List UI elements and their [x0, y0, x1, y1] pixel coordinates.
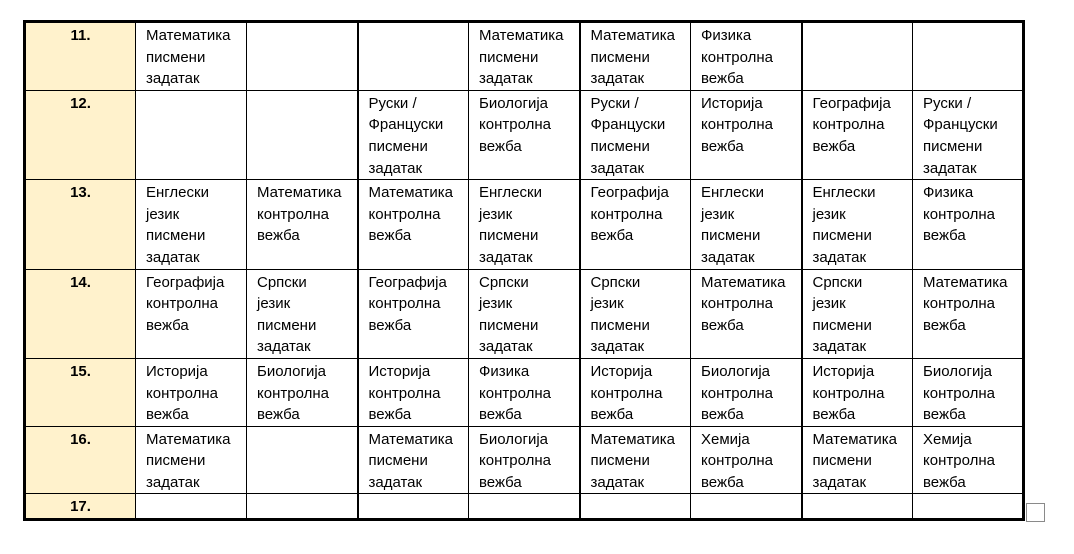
- row-number-cell[interactable]: 16.: [25, 426, 136, 494]
- table-cell[interactable]: [580, 494, 691, 520]
- table-cell[interactable]: Српски језик писмени задатак: [469, 269, 580, 358]
- table-cell[interactable]: [247, 22, 358, 91]
- table-cell[interactable]: Биологија контролна вежба: [691, 358, 802, 426]
- table-cell[interactable]: [469, 494, 580, 520]
- table-cell[interactable]: Математика писмени задатак: [358, 426, 469, 494]
- table-cell[interactable]: Математика писмени задатак: [802, 426, 913, 494]
- table-row: [25, 269, 1024, 358]
- table-cell[interactable]: Математика писмени задатак: [580, 22, 691, 91]
- table-cell[interactable]: Историја контролна вежба: [580, 358, 691, 426]
- table-cell[interactable]: Географија контролна вежба: [802, 90, 913, 179]
- table-cell[interactable]: Историја контролна вежба: [691, 90, 802, 179]
- table-cell[interactable]: Биологија контролна вежба: [469, 90, 580, 179]
- table-cell[interactable]: Географија контролна вежба: [358, 269, 469, 358]
- table-cell[interactable]: Енглески језик писмени задатак: [469, 180, 580, 269]
- table-cell[interactable]: Биологија контролна вежба: [247, 358, 358, 426]
- table-cell[interactable]: Математика писмени задатак: [136, 426, 247, 494]
- table-row: [25, 180, 1024, 269]
- table-row: [25, 494, 1024, 520]
- table-cell[interactable]: Математика писмени задатак: [136, 22, 247, 91]
- table-cell[interactable]: Енглески језик писмени задатак: [136, 180, 247, 269]
- table-cell[interactable]: [802, 22, 913, 91]
- table-cell[interactable]: Хемија контролна вежба: [913, 426, 1024, 494]
- table-cell[interactable]: [913, 494, 1024, 520]
- table-cell[interactable]: [136, 90, 247, 179]
- row-number-cell[interactable]: 17.: [25, 494, 136, 520]
- table-row: [25, 358, 1024, 426]
- table-cell[interactable]: [913, 22, 1024, 91]
- row-number-cell[interactable]: 15.: [25, 358, 136, 426]
- table-cell[interactable]: Историја контролна вежба: [358, 358, 469, 426]
- table-cell[interactable]: [247, 494, 358, 520]
- schedule-body: [25, 22, 1024, 520]
- table-cell[interactable]: Енглески језик писмени задатак: [802, 180, 913, 269]
- table-cell[interactable]: Географија контролна вежба: [136, 269, 247, 358]
- table-cell[interactable]: Математика контролна вежба: [247, 180, 358, 269]
- table-cell[interactable]: Хемија контролна вежба: [691, 426, 802, 494]
- table-cell[interactable]: [358, 22, 469, 91]
- table-cell[interactable]: Математика писмени задатак: [580, 426, 691, 494]
- table-cell[interactable]: Енглески језик писмени задатак: [691, 180, 802, 269]
- table-cell[interactable]: Математика писмени задатак: [469, 22, 580, 91]
- row-number-cell[interactable]: 14.: [25, 269, 136, 358]
- table-cell[interactable]: Физика контролна вежба: [691, 22, 802, 91]
- table-cell[interactable]: Физика контролна вежба: [469, 358, 580, 426]
- table-cell[interactable]: Математика контролна вежба: [358, 180, 469, 269]
- table-cell[interactable]: Историја контролна вежба: [802, 358, 913, 426]
- row-number-cell[interactable]: 12.: [25, 90, 136, 179]
- table-resize-handle[interactable]: [1026, 503, 1045, 522]
- table-cell[interactable]: [247, 90, 358, 179]
- table-cell[interactable]: Руски / Француски писмени задатак: [913, 90, 1024, 179]
- table-cell[interactable]: [136, 494, 247, 520]
- table-cell[interactable]: Географија контролна вежба: [580, 180, 691, 269]
- table-cell[interactable]: Руски / Француски писмени задатак: [358, 90, 469, 179]
- table-row: [25, 90, 1024, 179]
- table-cell[interactable]: [358, 494, 469, 520]
- table-cell[interactable]: Биологија контролна вежба: [913, 358, 1024, 426]
- table-cell[interactable]: Математика контролна вежба: [913, 269, 1024, 358]
- table-cell[interactable]: [247, 426, 358, 494]
- table-row: [25, 426, 1024, 494]
- table-cell[interactable]: Биологија контролна вежба: [469, 426, 580, 494]
- table-cell[interactable]: Српски језик писмени задатак: [580, 269, 691, 358]
- table-cell[interactable]: Српски језик писмени задатак: [247, 269, 358, 358]
- table-cell[interactable]: Физика контролна вежба: [913, 180, 1024, 269]
- table-cell[interactable]: [802, 494, 913, 520]
- table-cell[interactable]: Српски језик писмени задатак: [802, 269, 913, 358]
- row-number-cell[interactable]: 11.: [25, 22, 136, 91]
- table-cell[interactable]: Историја контролна вежба: [136, 358, 247, 426]
- table-cell[interactable]: Математика контролна вежба: [691, 269, 802, 358]
- table-row: [25, 22, 1024, 91]
- row-number-cell[interactable]: 13.: [25, 180, 136, 269]
- table-cell[interactable]: [691, 494, 802, 520]
- table-cell[interactable]: Руски / Француски писмени задатак: [580, 90, 691, 179]
- schedule-table: [23, 20, 1025, 521]
